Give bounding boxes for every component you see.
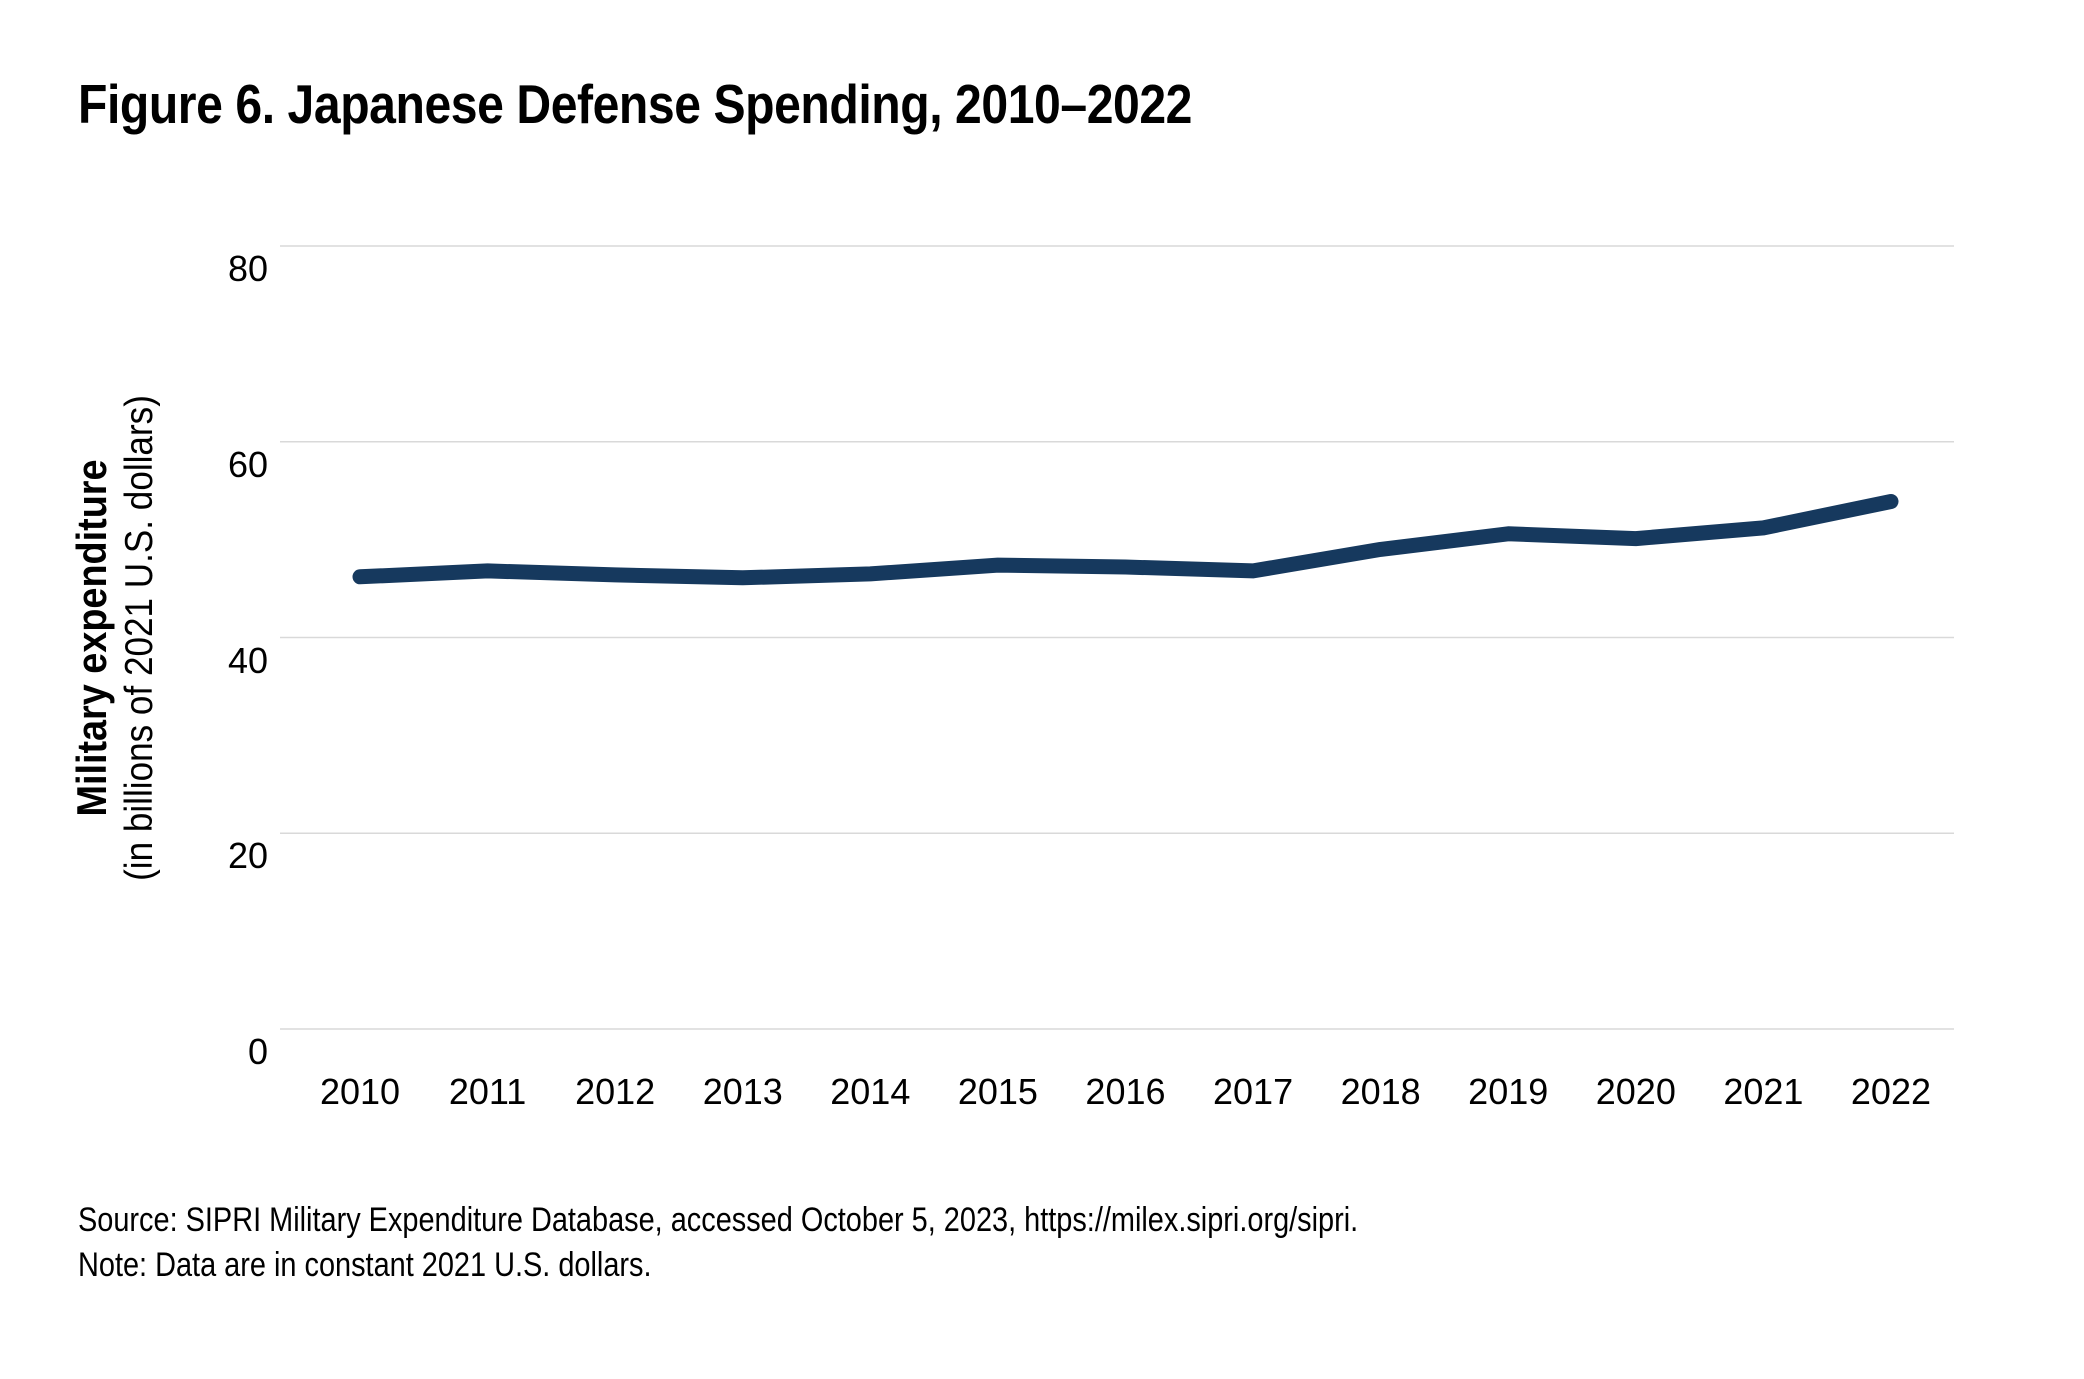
x-tick-label-2016: 2016 [1085, 1071, 1166, 1112]
y-tick-label-60: 60 [227, 443, 268, 485]
note-text: Note: Data are in constant 2021 U.S. dollars. [78, 1246, 652, 1284]
x-tick-label-2018: 2018 [1340, 1071, 1421, 1112]
y-axis-title-units: (in billions of 2021 U.S. dollars) [117, 394, 161, 881]
y-axis-title-main: Military expenditure [68, 458, 116, 817]
source-text: Source: SIPRI Military Expenditure Database, accessed October 5, 2023, https://milex.sipri.org/sipri. [78, 1201, 1359, 1239]
y-axis-title-wrap [20, 246, 210, 1029]
figure-title: Figure 6. Japanese Defense Spending, 2010–2022 [78, 73, 1193, 135]
x-tick-label-2012: 2012 [575, 1071, 656, 1112]
y-tick-label-0: 0 [247, 1031, 268, 1072]
x-tick-label-2014: 2014 [830, 1071, 911, 1112]
plot-area [280, 246, 1954, 1029]
x-tick-label-2013: 2013 [702, 1071, 783, 1112]
x-tick-label-2021: 2021 [1723, 1071, 1804, 1112]
x-tick-label-2011: 2011 [448, 1071, 527, 1112]
x-tick-label-2019: 2019 [1468, 1071, 1549, 1112]
x-tick-label-2017: 2017 [1213, 1071, 1294, 1112]
x-tick-label-2010: 2010 [319, 1071, 401, 1112]
figure-footer [78, 1198, 1584, 1288]
x-tick-label-2020: 2020 [1595, 1071, 1676, 1112]
y-tick-label-20: 20 [227, 835, 268, 877]
y-tick-label-40: 40 [227, 639, 268, 681]
trend-line [360, 502, 1891, 578]
x-tick-label-2022: 2022 [1850, 1071, 1931, 1112]
x-tick-label-2015: 2015 [957, 1071, 1038, 1112]
y-tick-label-80: 80 [227, 248, 268, 289]
